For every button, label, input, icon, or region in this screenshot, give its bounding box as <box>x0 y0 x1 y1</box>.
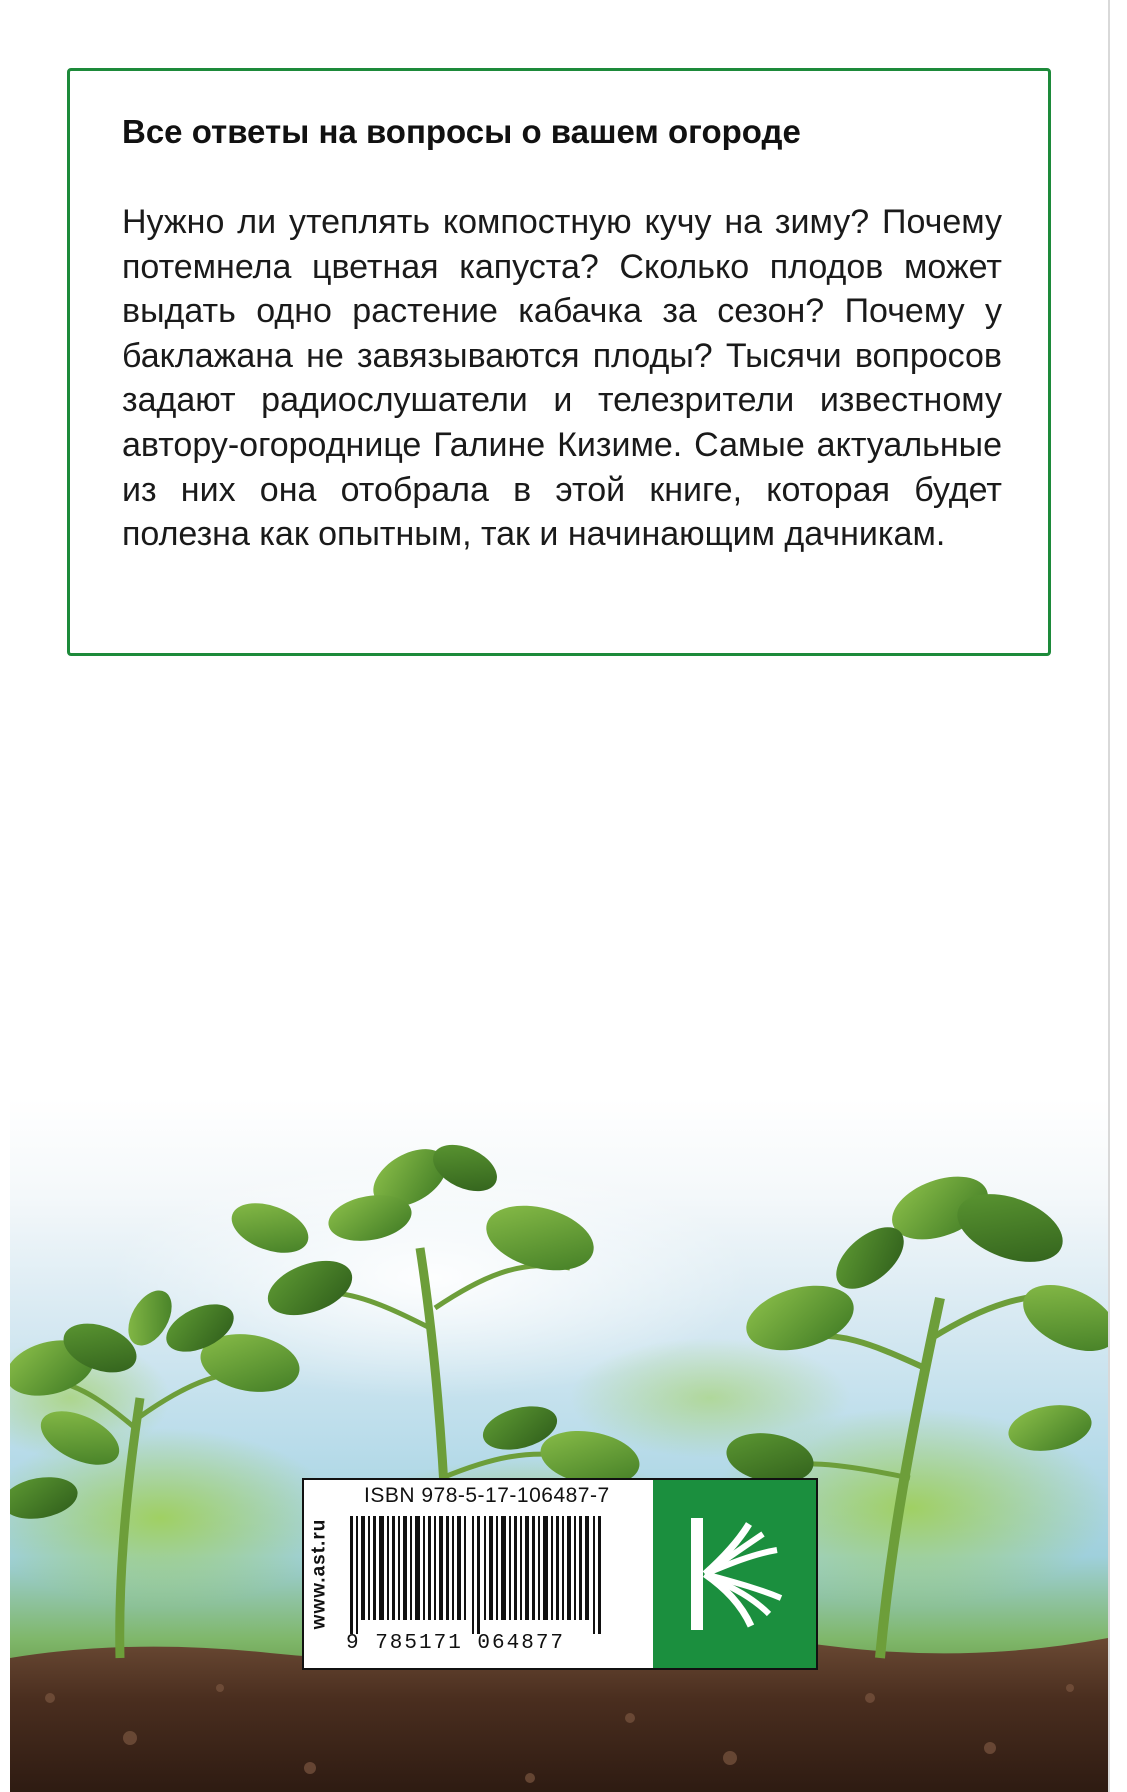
isbn-number: ISBN 978-5-17-106487-7 <box>364 1484 610 1507</box>
publisher-site-url <box>304 1480 334 1668</box>
barcode-digits: 9 785171 064877 <box>346 1632 566 1655</box>
publisher-logo <box>653 1480 816 1668</box>
blurb-heading: Все ответы на вопросы о вашем огороде <box>122 113 801 150</box>
seedlings-photo <box>10 1098 1108 1792</box>
site-url-text: www.ast.ru <box>308 1518 329 1630</box>
blurb-text: Нужно ли утеплять компостную кучу на зиму? Почему потемнела цветная капуста? Сколько плодов может выдать одно растение кабачка за сезон? Почему у баклажана не завязываются плоды? Тысячи вопросов задают радиослушатели и телезрители известному автору-огороднице Галине Кизиме. Самые актуальные из них она отобрала в этой книге, которая будет полезна как опытным, так и начинающим дачникам. <box>122 203 1002 554</box>
barcode <box>346 1516 610 1634</box>
book-letter-k-icon <box>653 1480 816 1668</box>
cover-edge-margin <box>1110 0 1127 1792</box>
